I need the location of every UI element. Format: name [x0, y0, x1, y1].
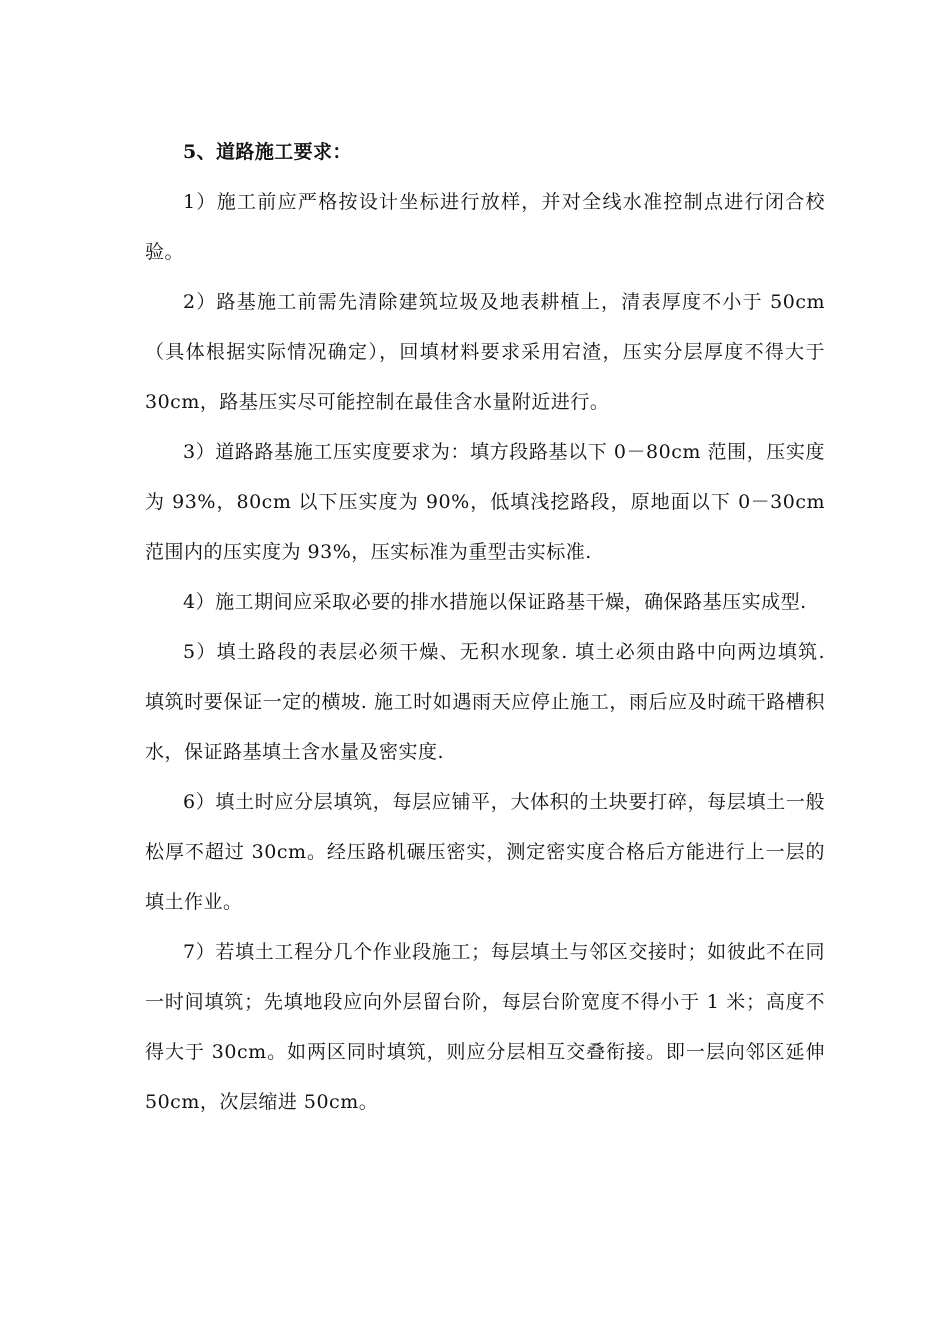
paragraph-5: 5）填土路段的表层必须干燥、无积水现象. 填土必须由路中向两边填筑. 填筑时要保证一定的横坡. 施工时如遇雨天应停止施工，雨后应及时疏干路槽积水，保证路基填土含水量及密实度. — [145, 641, 825, 763]
paragraph-7: 7）若填土工程分几个作业段施工；每层填土与邻区交接时；如彼此不在同一时间填筑；先填地段应向外层留台阶，每层台阶宽度不得小于 1 米；高度不得大于 30cm。如两区同时填筑，则应分层相互交叠衔接。即一层向邻区延伸 50cm，次层缩进 50cm。 — [145, 941, 825, 1113]
paragraph-1: 1）施工前应严格按设计坐标进行放样，并对全线水准控制点进行闭合校验。 — [145, 191, 825, 263]
document-body — [145, 127, 825, 1127]
paragraph-6: 6）填土时应分层填筑，每层应铺平，大体积的土块要打碎，每层填土一般松厚不超过 30cm。经压路机碾压密实，测定密实度合格后方能进行上一层的填土作业。 — [145, 791, 825, 913]
paragraph-4: 4）施工期间应采取必要的排水措施以保证路基干燥，确保路基压实成型. — [183, 591, 807, 613]
section-heading: 5、道路施工要求： — [183, 141, 352, 163]
paragraph-2: 2）路基施工前需先清除建筑垃圾及地表耕植上，清表厚度不小于 50cm（具体根据实际情况确定），回填材料要求采用宕渣，压实分层厚度不得大于 30cm，路基压实尽可能控制在最佳含水量附近进行。 — [145, 291, 825, 413]
paragraph-3: 3）道路路基施工压实度要求为：填方段路基以下 0－80cm 范围，压实度为 93%，80cm 以下压实度为 90%，低填浅挖路段，原地面以下 0－30cm 范围内的压实度为 93%，压实标准为重型击实标准. — [145, 441, 825, 563]
